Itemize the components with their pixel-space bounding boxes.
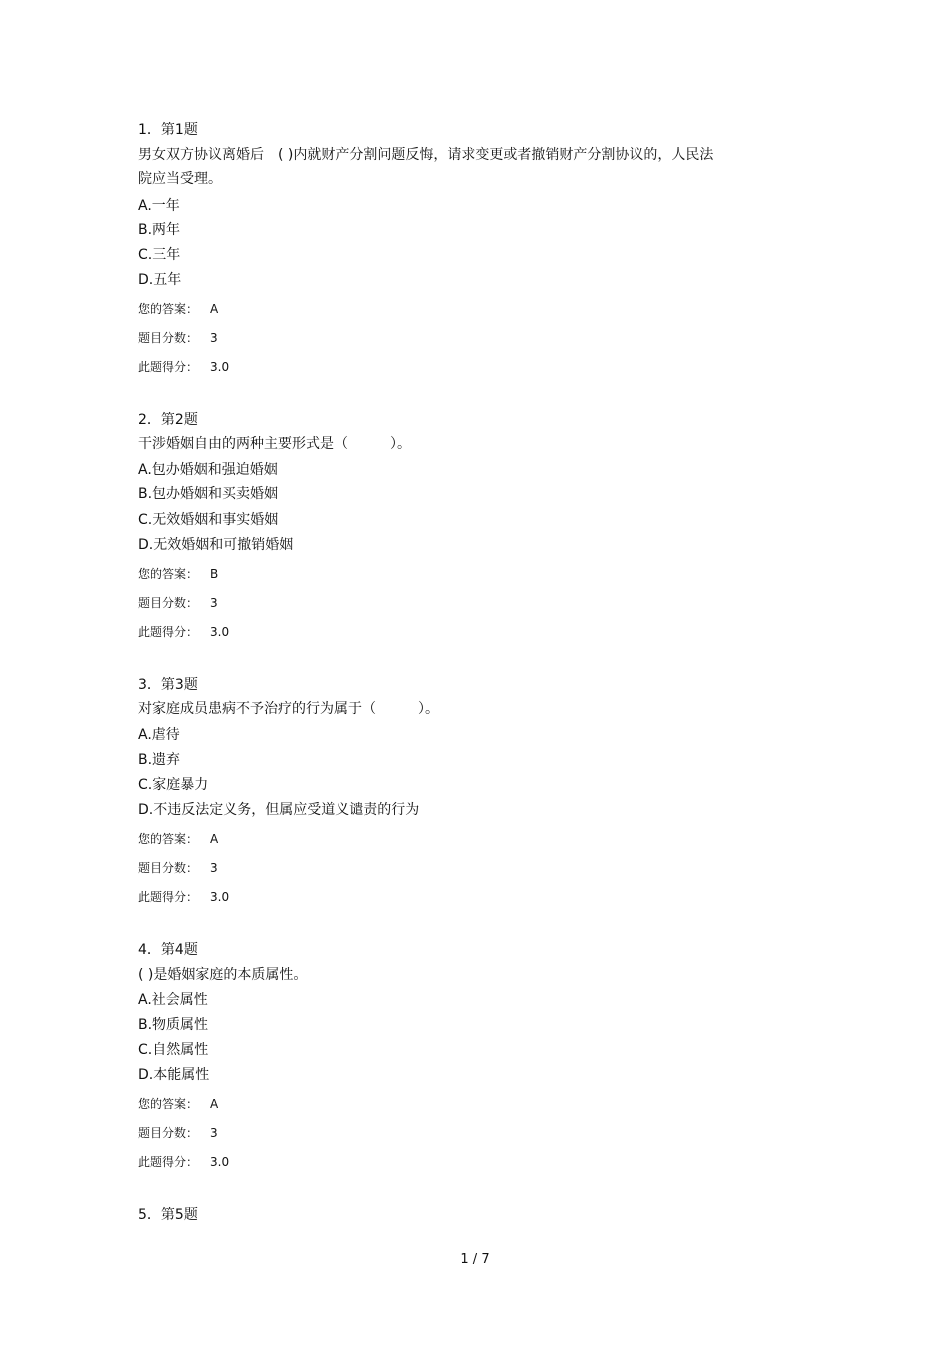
question-4-answer-value: A <box>210 1097 219 1111</box>
question-3-score-value: 3 <box>210 861 218 875</box>
question-1-earned-label: 此题得分： <box>138 360 199 374</box>
question-2-option-d: D.无效婚姻和可撤销婚姻 <box>138 537 294 553</box>
question-3-option-c: C.家庭暴力 <box>138 777 209 793</box>
question-3-option-a: A.虐待 <box>138 727 180 743</box>
question-4-earned-label: 此题得分： <box>138 1155 199 1169</box>
question-4-answer-label: 您的答案： <box>138 1097 199 1111</box>
question-4-score-label: 题目分数： <box>138 1126 199 1140</box>
question-3-answer-label: 您的答案： <box>138 832 199 846</box>
question-3-answer-value: A <box>210 832 219 846</box>
question-4-heading: 4．第4题 <box>138 942 198 958</box>
question-3-heading: 3．第3题 <box>138 677 198 693</box>
question-4-text-line-1: ( )是婚姻家庭的本质属性。 <box>138 967 308 983</box>
question-1-text-line-1: 男女双方协议离婚后 ( )内就财产分割问题反悔，请求变更或者撤销财产分割协议的，人民法 <box>138 147 714 163</box>
question-3-option-b: B.遗弃 <box>138 752 181 768</box>
question-4-earned-value: 3.0 <box>210 1155 230 1169</box>
question-4-option-a: A.社会属性 <box>138 992 208 1008</box>
question-2-score-label: 题目分数： <box>138 596 199 610</box>
question-2-score-value: 3 <box>210 596 218 610</box>
question-1-score-label: 题目分数： <box>138 331 199 345</box>
question-3-option-d: D.不违反法定义务，但属应受道义谴责的行为 <box>138 802 420 818</box>
question-1-answer-value: A <box>210 302 219 316</box>
question-2-earned-label: 此题得分： <box>138 625 199 639</box>
question-1-score-value: 3 <box>210 331 218 345</box>
question-3-score-label: 题目分数： <box>138 861 199 875</box>
question-4-option-b: B.物质属性 <box>138 1017 209 1033</box>
question-4-option-d: D.本能属性 <box>138 1067 210 1083</box>
question-4-score-value: 3 <box>210 1126 218 1140</box>
question-2-text-line-1: 干涉婚姻自由的两种主要形式是（ ）。 <box>138 436 411 452</box>
question-1-option-b: B.两年 <box>138 222 181 238</box>
question-3-earned-value: 3.0 <box>210 890 230 904</box>
question-1-heading: 1．第1题 <box>138 122 198 138</box>
question-1-earned-value: 3.0 <box>210 360 230 374</box>
question-2-option-a: A.包办婚姻和强迫婚姻 <box>138 462 278 478</box>
question-3-text-line-1: 对家庭成员患病不予治疗的行为属于（ ）。 <box>138 701 439 717</box>
question-5-heading: 5．第5题 <box>138 1207 198 1223</box>
page-indicator: 1 / 7 <box>460 1252 490 1267</box>
question-2-earned-value: 3.0 <box>210 625 230 639</box>
question-1-option-a: A.一年 <box>138 198 180 214</box>
question-1-option-c: C.三年 <box>138 247 181 263</box>
question-1-option-d: D.五年 <box>138 272 182 288</box>
question-1-text-line-2: 院应当受理。 <box>138 171 222 187</box>
question-2-answer-value: B <box>210 567 219 581</box>
question-2-answer-label: 您的答案： <box>138 567 199 581</box>
question-2-option-b: B.包办婚姻和买卖婚姻 <box>138 486 279 502</box>
question-2-heading: 2．第2题 <box>138 412 198 428</box>
question-1-answer-label: 您的答案： <box>138 302 199 316</box>
question-2-option-c: C.无效婚姻和事实婚姻 <box>138 512 279 528</box>
question-3-earned-label: 此题得分： <box>138 890 199 904</box>
question-4-option-c: C.自然属性 <box>138 1042 209 1058</box>
